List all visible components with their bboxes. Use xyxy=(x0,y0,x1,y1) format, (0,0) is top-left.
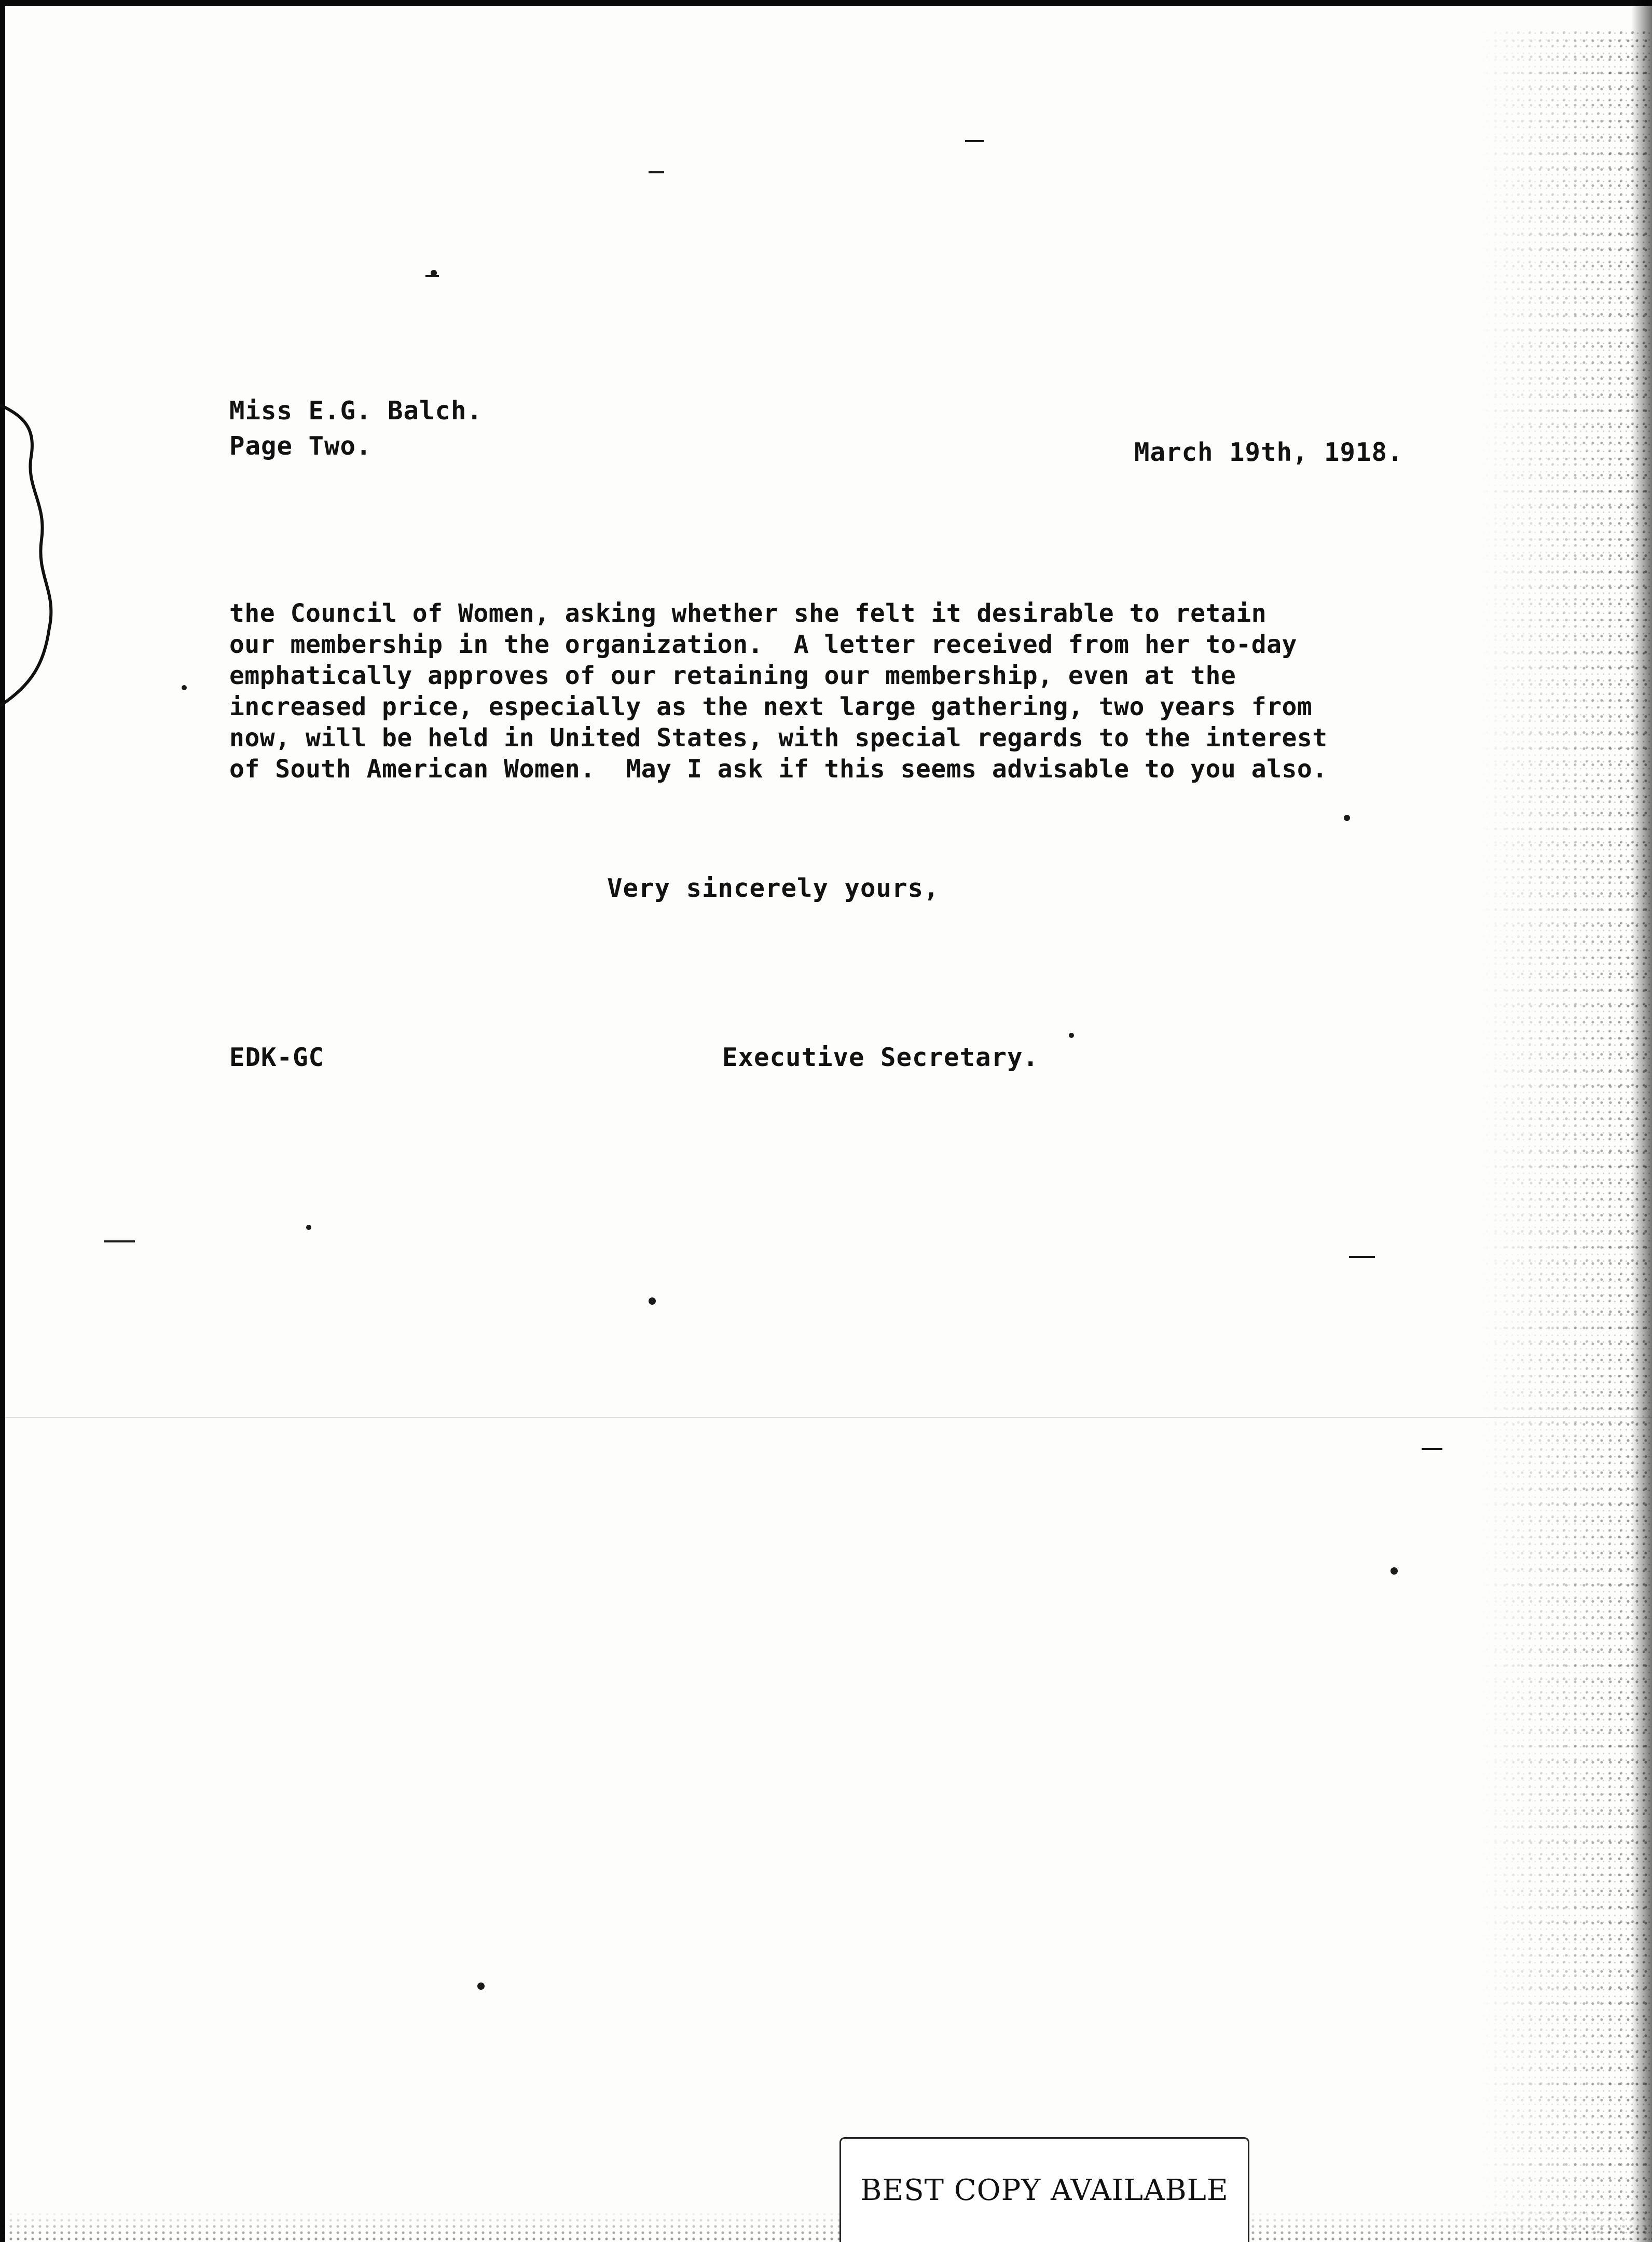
scan-top-border xyxy=(0,0,1652,6)
letter-body xyxy=(229,598,1328,785)
scan-right-edge xyxy=(1631,0,1652,2242)
scan-right-noise xyxy=(1481,31,1652,2242)
scan-dash xyxy=(1349,1256,1375,1258)
body-line: emphatically approves of our retaining our membership, even at the xyxy=(229,661,1236,690)
scan-speck xyxy=(477,1983,485,1990)
typist-initials: EDK-GC xyxy=(229,1043,325,1072)
signature-title: Executive Secretary. xyxy=(722,1043,1039,1072)
scan-speck xyxy=(1344,815,1350,821)
scan-bottom-noise xyxy=(0,2211,1652,2242)
letter-date: March 19th, 1918. xyxy=(1134,438,1403,467)
scan-dash xyxy=(1422,1448,1442,1450)
scan-left-border xyxy=(0,0,5,2242)
body-line: increased price, especially as the next large gathering, two years from xyxy=(229,692,1313,721)
scan-speck xyxy=(182,685,187,690)
paper-fold-line xyxy=(0,1417,1652,1418)
scan-speck xyxy=(306,1225,311,1230)
addressee-line: Miss E.G. Balch. xyxy=(229,396,483,426)
scan-speck xyxy=(1391,1567,1398,1575)
page-number-line: Page Two. xyxy=(229,431,372,461)
scan-dash xyxy=(649,171,664,173)
best-copy-stamp xyxy=(839,2137,1249,2242)
body-line: now, will be held in United States, with special regards to the interest xyxy=(229,723,1328,753)
scan-speck xyxy=(649,1297,656,1305)
torn-edge-mark xyxy=(0,394,62,727)
scan-dash xyxy=(425,275,439,277)
body-line: the Council of Women, asking whether she felt it desirable to retain xyxy=(229,599,1267,628)
scan-dash xyxy=(965,140,984,142)
stamp-label: BEST COPY AVAILABLE xyxy=(860,2173,1229,2207)
closing-line: Very sincerely yours, xyxy=(607,873,940,903)
scan-dash xyxy=(104,1240,135,1242)
scan-speck xyxy=(1069,1033,1074,1038)
body-line: of South American Women. May I ask if this seems advisable to you also. xyxy=(229,755,1328,784)
body-line: our membership in the organization. A letter received from her to-day xyxy=(229,630,1297,659)
